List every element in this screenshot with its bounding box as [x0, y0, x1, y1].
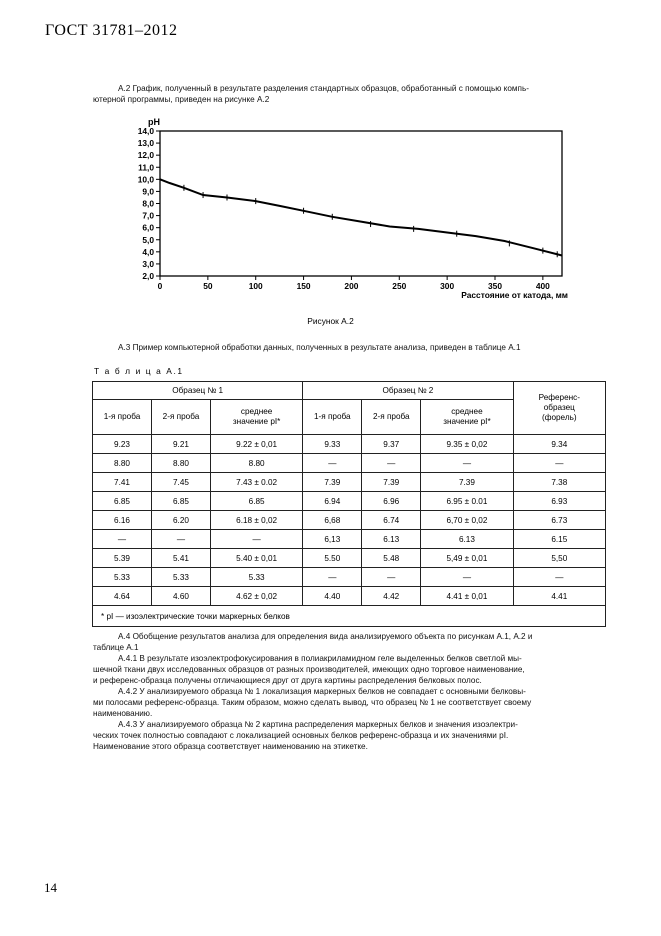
table-cell: 5.41 — [151, 549, 210, 568]
x-tick-label: 350 — [488, 281, 502, 291]
y-tick-label: 5,0 — [142, 234, 154, 245]
y-tick-label: 13,0 — [137, 138, 154, 149]
a43-line2: ческих точек полностью совпадают с локализацией основных белков референс-образца и их значениями pI. — [93, 731, 509, 740]
table-cell: 8.80 — [93, 454, 152, 473]
table-cell: — — [421, 454, 513, 473]
table-cell: 9.22 ± 0,01 — [210, 435, 302, 454]
table-cell: 7.39 — [303, 473, 362, 492]
table-cell: 5.33 — [210, 568, 302, 587]
section-a2-line1: А.2 График, полученный в результате разделения стандартных образцов, обработанный с помощью компь- — [118, 84, 529, 93]
table-footnote: * pI — изоэлектрические точки маркерных белков — [93, 606, 606, 627]
section-a3-text: А.3 Пример компьютерной обработки данных, полученных в результате анализа, приведен в таблице А.1 — [118, 343, 521, 352]
y-tick-label: 9,0 — [142, 186, 154, 197]
a41-line2: шечной ткани двух исследованных образцов от разных производителей, имеющих одно торговое наименование, — [93, 665, 525, 674]
table-cell: 9.37 — [362, 435, 421, 454]
y-tick-label: 6,0 — [142, 222, 154, 233]
y-tick-label: 12,0 — [137, 150, 154, 161]
y-tick-label: 10,0 — [137, 174, 154, 185]
table-cell: 9.33 — [303, 435, 362, 454]
table-cell: 4.42 — [362, 587, 421, 606]
y-tick-label: 11,0 — [138, 162, 154, 173]
y-axis-ticks — [138, 126, 160, 281]
x-tick-label: 150 — [296, 281, 311, 291]
table-cell: 6.85 — [93, 492, 152, 511]
table-row — [93, 530, 606, 549]
table-cell: 7.41 — [93, 473, 152, 492]
header-probe2-sample2: 2-я проба — [362, 400, 421, 435]
table-title: Т а б л и ц а А.1 — [94, 366, 184, 376]
table-cell: 6.73 — [513, 511, 605, 530]
group-header-sample1: Образец № 1 — [93, 382, 303, 400]
table-cell: 6.94 — [303, 492, 362, 511]
y-tick-label: 2,0 — [142, 271, 154, 281]
table-cell: — — [513, 568, 605, 587]
table-cell: — — [303, 454, 362, 473]
x-tick-label: 400 — [535, 281, 550, 291]
mean-label-line2: значение pI* — [232, 417, 281, 426]
table-cell: 6,13 — [303, 530, 362, 549]
table-cell: 6.13 — [362, 530, 421, 549]
y-tick-label: 3,0 — [142, 258, 154, 269]
table-cell: 6.20 — [151, 511, 210, 530]
y-tick-label: 14,0 — [137, 126, 154, 136]
x-tick-label: 250 — [392, 281, 407, 291]
table-cell: 4.60 — [151, 587, 210, 606]
table-row — [93, 587, 606, 606]
x-axis-ticks — [158, 276, 551, 291]
table-cell: — — [151, 530, 210, 549]
table-cell: 5.50 — [303, 549, 362, 568]
table-row — [93, 435, 606, 454]
table-cell: 6.95 ± 0.01 — [421, 492, 513, 511]
table-cell: 7.39 — [421, 473, 513, 492]
table-cell: 6.85 — [151, 492, 210, 511]
table-cell: 6.15 — [513, 530, 605, 549]
a4-line1: А.4 Обобщение результатов анализа для определения вида анализируемого объекта по рисункам А.1, А.2 и — [118, 632, 533, 641]
table-cell: 8.80 — [210, 454, 302, 473]
x-tick-label: 200 — [344, 281, 359, 291]
table-row — [93, 549, 606, 568]
table-cell: 5,50 — [513, 549, 605, 568]
table-cell: 9.23 — [93, 435, 152, 454]
figure-caption: Рисунок А.2 — [307, 316, 354, 326]
reference-header-line3: (форель) — [541, 413, 577, 422]
table-cell: 7.38 — [513, 473, 605, 492]
table-cell: 6.18 ± 0,02 — [210, 511, 302, 530]
table-cell: 6,70 ± 0,02 — [421, 511, 513, 530]
a4-line2: таблице А.1 — [93, 643, 139, 652]
table-cell: 6.85 — [210, 492, 302, 511]
table-cell: — — [303, 568, 362, 587]
y-axis-label: pH — [148, 117, 160, 127]
plot-area — [160, 131, 562, 276]
y-tick-label: 8,0 — [142, 198, 154, 209]
reference-header — [513, 382, 605, 435]
header-probe1-sample2: 1-я проба — [303, 400, 362, 435]
mean-label-line1: среднее — [451, 407, 483, 416]
document-header: ГОСТ 31781–2012 — [45, 22, 178, 39]
table-cell: 5.33 — [151, 568, 210, 587]
table-cell: 4.41 ± 0,01 — [421, 587, 513, 606]
table-cell: — — [362, 454, 421, 473]
table-cell: 6.96 — [362, 492, 421, 511]
x-tick-label: 0 — [157, 281, 163, 291]
table-cell: — — [210, 530, 302, 549]
header-probe2-sample1: 2-я проба — [151, 400, 210, 435]
header-mean-sample2 — [421, 400, 513, 435]
table-cell: 9.35 ± 0,02 — [421, 435, 513, 454]
table-cell: 6.93 — [513, 492, 605, 511]
section-a2-text — [93, 83, 613, 105]
table-note-row — [93, 606, 606, 627]
table-cell: 5.48 — [362, 549, 421, 568]
a43-line3: Наименование этого образца соответствует наименованию на этикетке. — [93, 742, 368, 751]
x-axis-label: Расстояние от катода, мм — [461, 290, 568, 300]
table-row — [93, 492, 606, 511]
ph-chart — [112, 116, 582, 302]
table-row — [93, 454, 606, 473]
mean-label-line2: значение pI* — [443, 417, 491, 426]
header-mean-sample1 — [210, 400, 302, 435]
x-tick-label: 100 — [248, 281, 263, 291]
table-cell: 6,68 — [303, 511, 362, 530]
table-cell: 9.21 — [151, 435, 210, 454]
table-cell: 8.80 — [151, 454, 210, 473]
a42-line2: ми полосами референс-образца. Таким образом, можно сделать вывод, что образец № 1 не соответствует своему — [93, 698, 532, 707]
ph-curve — [160, 179, 562, 255]
curve-markers — [184, 185, 557, 257]
reference-header-line2: образец — [543, 403, 575, 412]
header-probe1-sample1: 1-я проба — [93, 400, 152, 435]
table-cell: 6.16 — [93, 511, 152, 530]
table-cell: 5,49 ± 0,01 — [421, 549, 513, 568]
section-a4-text — [93, 631, 613, 752]
table-cell: 5.33 — [93, 568, 152, 587]
table-cell: 4.62 ± 0,02 — [210, 587, 302, 606]
table-cell: 4.40 — [303, 587, 362, 606]
a41-line3: и референс-образца получены отличающиеся друг от друга картины распределения белковых полос. — [93, 676, 482, 685]
a42-line1: А.4.2 У анализируемого образца № 1 локализация маркерных белков не совпадает с основными белковы- — [118, 687, 526, 696]
x-tick-label: 300 — [440, 281, 455, 291]
mean-label-line1: среднее — [240, 407, 273, 416]
table-cell: 4.41 — [513, 587, 605, 606]
x-tick-label: 50 — [203, 281, 213, 291]
a43-line1: А.4.3 У анализируемого образца № 2 картина распределения маркерных белков и значения изоэлектри- — [118, 720, 518, 729]
a41-line1: А.4.1 В результате изоэлектрофокусирования в полиакриламидном геле выделенных белков светлой мы- — [118, 654, 522, 663]
page-number: 14 — [44, 880, 57, 895]
table-cell: 6.74 — [362, 511, 421, 530]
table-cell: 5.40 ± 0,01 — [210, 549, 302, 568]
table-row — [93, 473, 606, 492]
section-a2-line2: ютерной программы, приведен на рисунке А.2 — [93, 95, 270, 104]
table-cell: 7.45 — [151, 473, 210, 492]
table-row — [93, 568, 606, 587]
table-row — [93, 511, 606, 530]
table-cell: 7.43 ± 0.02 — [210, 473, 302, 492]
y-tick-label: 7,0 — [142, 210, 154, 221]
table-cell: — — [513, 454, 605, 473]
reference-header-line1: Референс- — [538, 393, 580, 402]
a42-line3: наименованию. — [93, 709, 153, 718]
group-header-sample2: Образец № 2 — [303, 382, 513, 400]
table-cell: 4.64 — [93, 587, 152, 606]
table-cell: — — [93, 530, 152, 549]
table-cell: 5.39 — [93, 549, 152, 568]
table-cell: 7.39 — [362, 473, 421, 492]
results-table — [92, 381, 606, 627]
table-cell: — — [362, 568, 421, 587]
table-cell: 6.13 — [421, 530, 513, 549]
table-cell: — — [421, 568, 513, 587]
table-cell: 9.34 — [513, 435, 605, 454]
y-tick-label: 4,0 — [142, 246, 154, 257]
